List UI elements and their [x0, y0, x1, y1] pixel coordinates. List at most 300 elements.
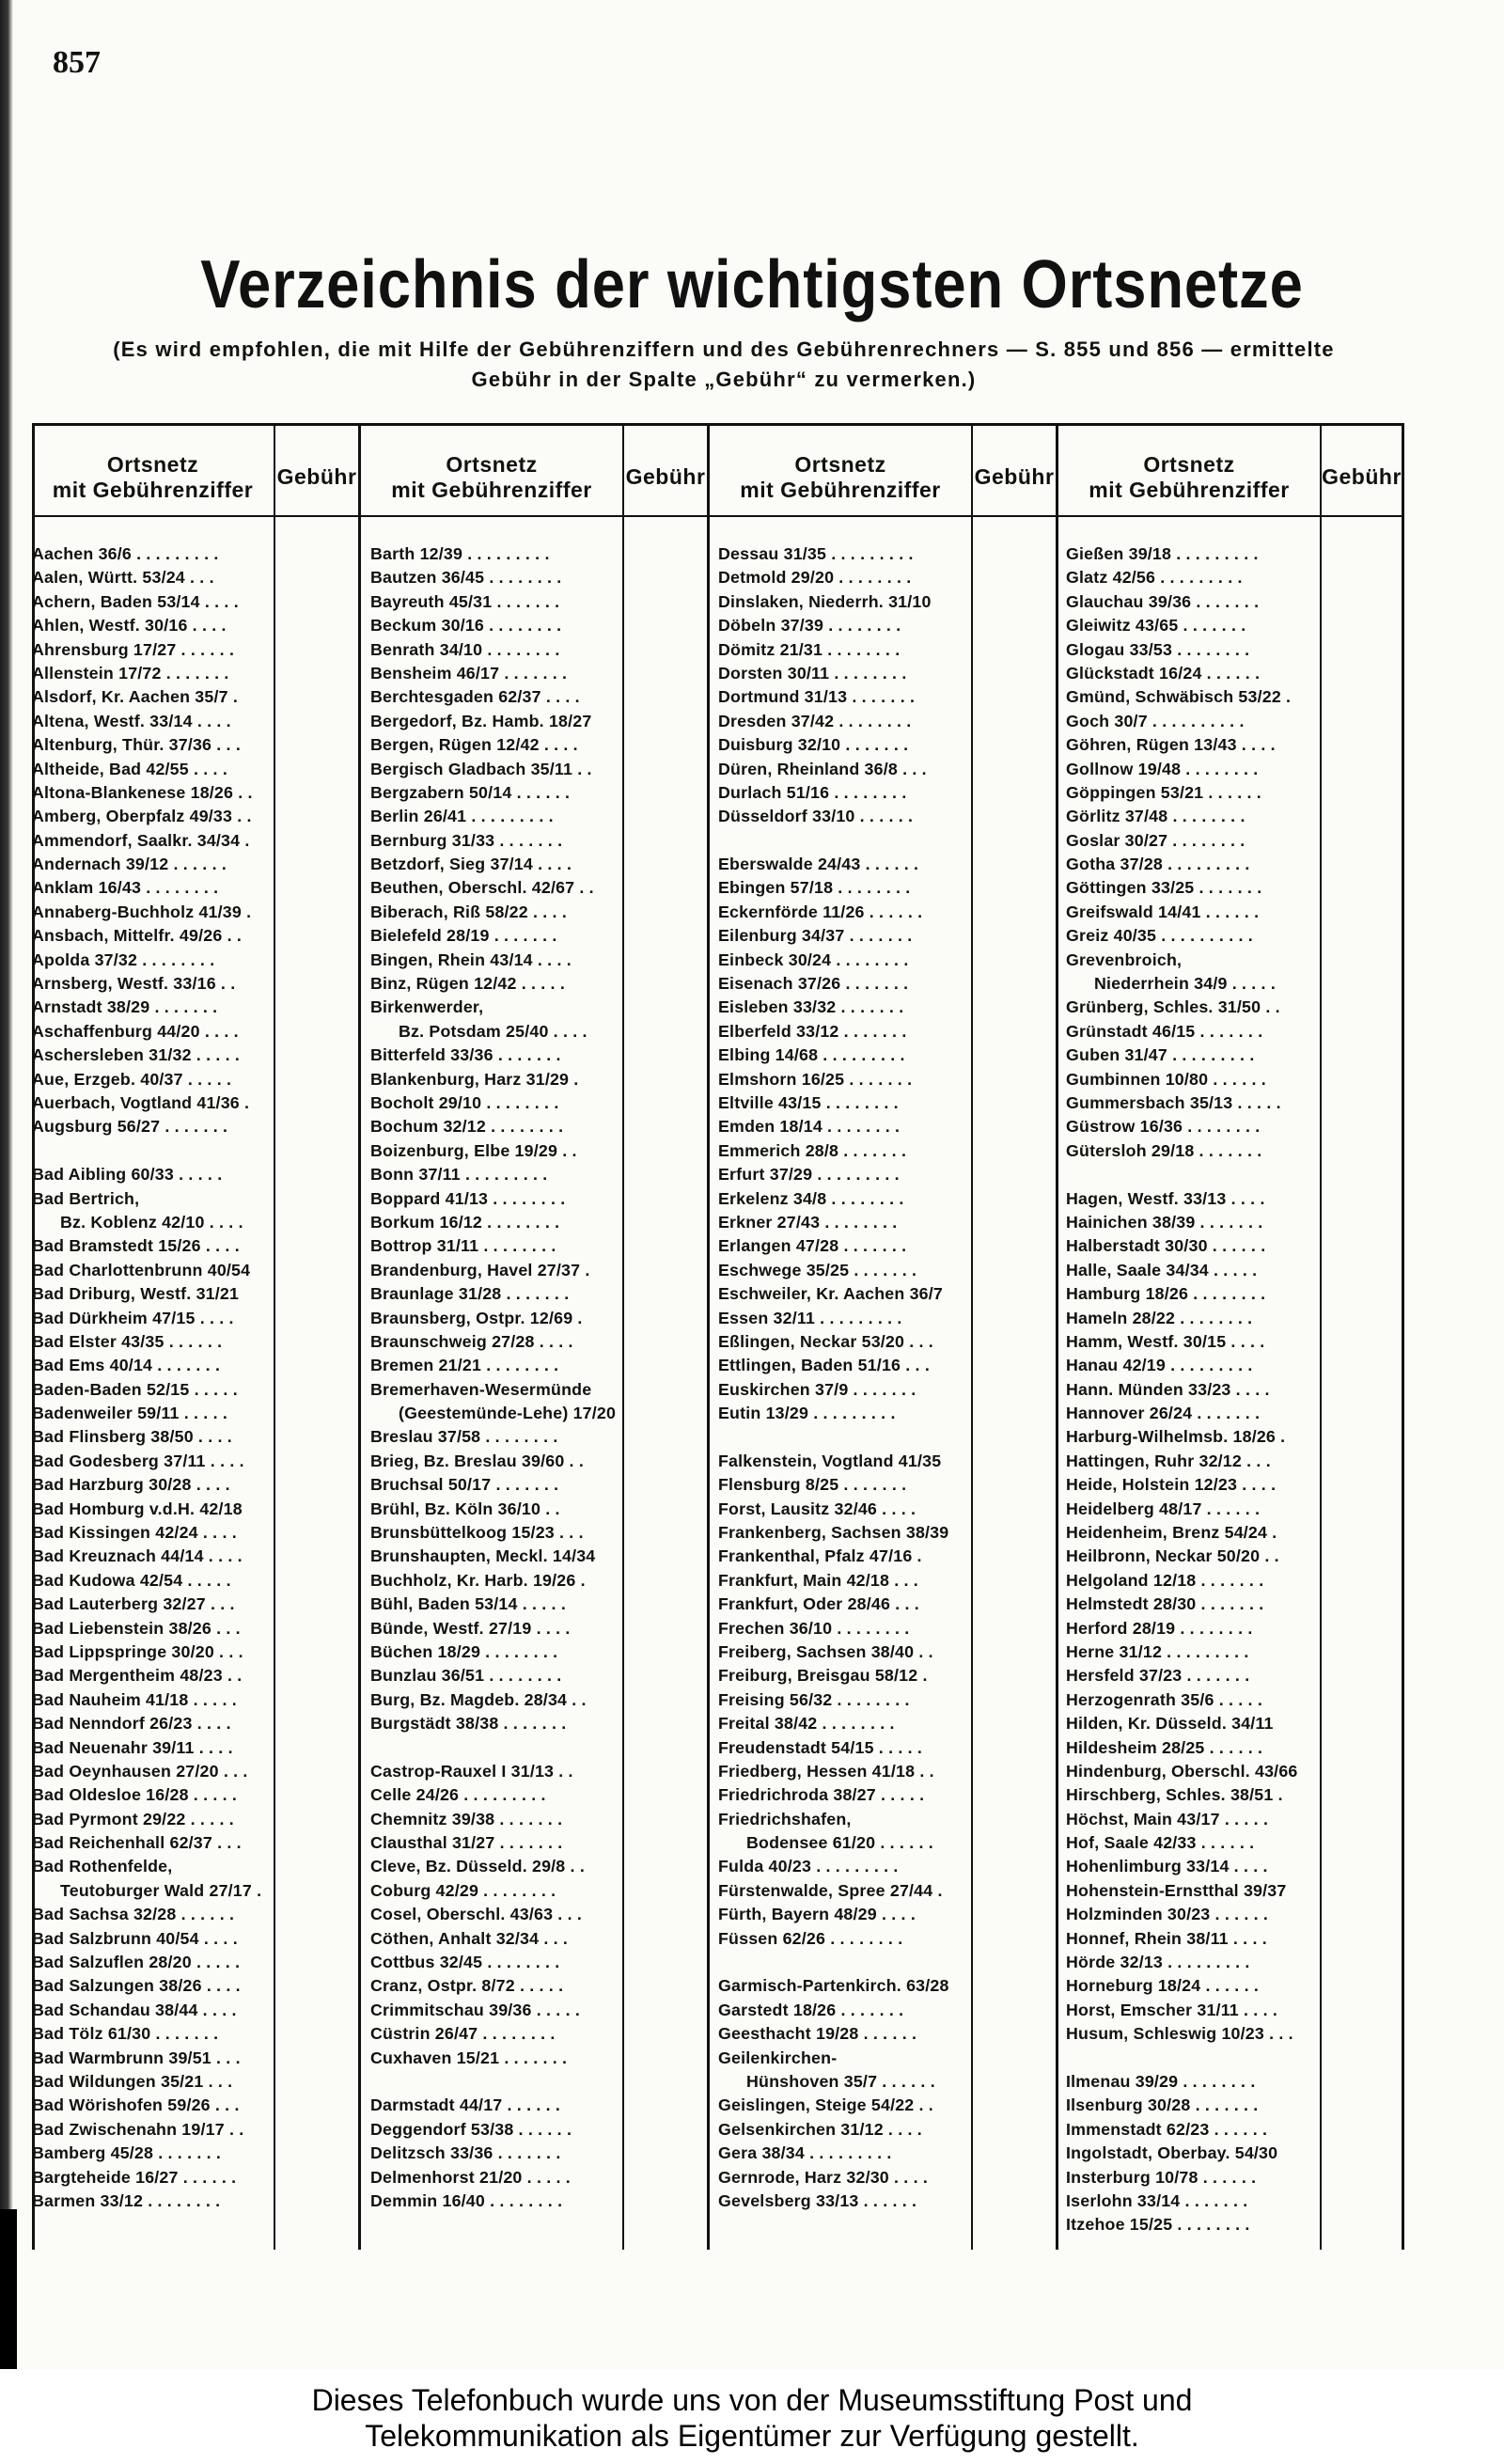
ortsnetz-entry: Heilbronn, Neckar 50/20 . .: [1066, 1546, 1279, 1566]
ortsnetz-entry: Friedrichroda 38/27 . . . . .: [718, 1785, 925, 1805]
ortsnetz-entry: Fürth, Bayern 48/29 . . . .: [718, 1905, 916, 1924]
ortsnetz-entry: Bad Dürkheim 47/15 . . . .: [32, 1308, 234, 1327]
ortsnetz-entry: Bad Oldesloe 16/28 . . . . .: [32, 1785, 238, 1805]
ortsnetz-entry: Badenweiler 59/11 . . . . .: [32, 1404, 228, 1423]
ortsnetz-entry: Immenstadt 62/23 . . . . . .: [1066, 2119, 1268, 2139]
ortsnetz-entry: Bergisch Gladbach 35/11 . .: [370, 759, 592, 778]
footer-line-1: Dieses Telefonbuch wurde uns von der Museumsstiftung Post und: [311, 2383, 1193, 2417]
ortsnetz-entry: Guben 31/47 . . . . . . . . .: [1066, 1045, 1255, 1065]
ortsnetz-entry: Hagen, Westf. 33/13 . . . .: [1066, 1188, 1265, 1208]
ortsnetz-entry: Bad Sachsa 32/28 . . . . . .: [32, 1905, 235, 1924]
ortsnetz-entry: Hainichen 38/39 . . . . . . .: [1066, 1212, 1263, 1232]
ortsnetz-entry: Halle, Saale 34/34 . . . . .: [1066, 1260, 1258, 1279]
ortsnetz-entry: Eberswalde 24/43 . . . . . .: [718, 855, 919, 874]
ortsnetz-entry: Bad Godesberg 37/11 . . . .: [32, 1451, 244, 1470]
ortsnetz-entry: Amberg, Oberpfalz 49/33 . .: [32, 807, 252, 826]
ortsnetz-entry: Beuthen, Oberschl. 42/67 . .: [370, 878, 594, 898]
ortsnetz-entry: Bz. Potsdam 25/40 . . . .: [399, 1021, 588, 1041]
ortsnetz-entry: Arnstadt 38/29 . . . . . . .: [32, 997, 218, 1017]
section-gap: [718, 1427, 969, 1451]
ortsnetz-entry: Gleiwitz 43/65 . . . . . . .: [1066, 616, 1246, 636]
ortsnetz-entry: Bad Homburg v.d.H. 42/18: [32, 1499, 243, 1518]
ortsnetz-entry: Dorsten 30/11 . . . . . . . .: [718, 663, 907, 683]
ortsnetz-entry: Bautzen 36/45 . . . . . . . .: [370, 568, 562, 588]
ortsnetz-entry: Büchen 18/29 . . . . . . . .: [370, 1641, 558, 1661]
ortsnetz-entry: Hildesheim 28/25 . . . . . .: [1066, 1737, 1263, 1757]
ortsnetz-entry: Bensheim 46/17 . . . . . . .: [370, 663, 568, 683]
header-gebuehr-label: Gebühr: [276, 464, 357, 489]
ortsnetz-entry: Dinslaken, Niederrh. 31/10: [718, 591, 932, 611]
ortsnetz-entry: Bünde, Westf. 27/19 . . . .: [370, 1618, 571, 1638]
ortsnetz-entry: Bad Nauheim 41/18 . . . . .: [32, 1689, 237, 1709]
ortsnetz-entry: Eschwege 35/25 . . . . . . .: [718, 1260, 917, 1279]
ortsnetz-entry: Bad Aibling 60/33 . . . . .: [32, 1165, 223, 1185]
ortsnetz-entry: Geislingen, Steige 54/22 . .: [718, 2095, 933, 2115]
ortsnetz-entry: Dömitz 21/31 . . . . . . . .: [718, 639, 901, 659]
ortsnetz-entry: Altheide, Bad 42/55 . . . .: [32, 759, 227, 778]
ortsnetz-entry: Helmstedt 28/30 . . . . . . .: [1066, 1594, 1264, 1614]
ortsnetz-entry: Ebingen 57/18 . . . . . . . .: [718, 878, 911, 898]
ortsnetz-entry: Duisburg 32/10 . . . . . . .: [718, 735, 909, 755]
ortsnetz-entry: Gießen 39/18 . . . . . . . . .: [1066, 544, 1259, 563]
ortsnetz-entry: Darmstadt 44/17 . . . . . .: [370, 2095, 561, 2115]
section-gap: [1066, 1165, 1318, 1188]
ortsnetz-entry: Bayreuth 45/31 . . . . . . .: [370, 591, 560, 611]
ortsnetz-entry: Brieg, Bz. Breslau 39/60 . .: [370, 1451, 584, 1470]
ortsnetz-entry: Gotha 37/28 . . . . . . . . .: [1066, 855, 1250, 874]
header-gebuehr-label: Gebühr: [625, 464, 706, 489]
header-gebuehr: [624, 464, 707, 490]
ortsnetz-entry: Goslar 30/27 . . . . . . . .: [1066, 830, 1246, 850]
ortsnetz-entry: Bochum 32/12 . . . . . . . .: [370, 1117, 564, 1137]
header-ortsnetz-line2: mit Gebührenziffer: [391, 478, 592, 502]
ortsnetz-entry: Hann. Münden 33/23 . . . .: [1066, 1379, 1270, 1399]
ortsnetz-entry: Hanau 42/19 . . . . . . . . .: [1066, 1356, 1253, 1375]
ortsnetz-entry: Aue, Erzgeb. 40/37 . . . . .: [32, 1069, 232, 1089]
ortsnetz-entry: Bad Schandau 38/44 . . . .: [32, 2000, 237, 2019]
ortsnetz-entry: Ammendorf, Saalkr. 34/34 .: [32, 830, 250, 850]
ortsnetz-entry: Bodensee 61/20 . . . . . .: [746, 1833, 933, 1853]
ortsnetz-entry: Erkner 27/43 . . . . . . . .: [718, 1212, 898, 1232]
ortsnetz-entry: Gevelsberg 33/13 . . . . . .: [718, 2190, 917, 2210]
ortsnetz-entry: Ettlingen, Baden 51/16 . . .: [718, 1356, 930, 1375]
ortsnetz-entry: Hamburg 18/26 . . . . . . . .: [1066, 1284, 1266, 1304]
ortsnetz-entry: Harburg-Wilhelmsb. 18/26 .: [1066, 1427, 1286, 1447]
header-ortsnetz-line2: mit Gebührenziffer: [52, 478, 254, 502]
ortsnetz-entry: Horst, Emscher 31/11 . . . .: [1066, 2000, 1278, 2019]
ortsnetz-entry: Altenburg, Thür. 37/36 . . .: [32, 735, 241, 755]
ortsnetz-entry: Bad Salzbrunn 40/54 . . . .: [32, 1928, 238, 1948]
ortsnetz-entry: Betzdorf, Sieg 37/14 . . . .: [370, 855, 572, 874]
ortsnetz-table: [32, 423, 1404, 2250]
ortsnetz-entry: Bad Salzuflen 28/20 . . . . .: [32, 1953, 241, 1972]
ortsnetz-entry: Bergedorf, Bz. Hamb. 18/27: [370, 711, 592, 730]
ortsnetz-entry: Bad Wildungen 35/21 . . .: [32, 2072, 233, 2091]
ortsnetz-entry: Bottrop 31/11 . . . . . . . .: [370, 1236, 556, 1256]
ortsnetz-entry: Ilmenau 39/29 . . . . . . . .: [1066, 2072, 1256, 2091]
ortsnetz-entry: Clausthal 31/27 . . . . . . .: [370, 1833, 563, 1853]
ortsnetz-entry: Herzogenrath 35/6 . . . . .: [1066, 1689, 1262, 1709]
ortsnetz-entry: Bad Liebenstein 38/26 . . .: [32, 1618, 241, 1638]
ortsnetz-entry: Bonn 37/11 . . . . . . . . .: [370, 1165, 548, 1185]
ortsnetz-entry: Hattingen, Ruhr 32/12 . . .: [1066, 1451, 1271, 1470]
ortsnetz-entry: Horneburg 18/24 . . . . . .: [1066, 1976, 1259, 1996]
column-divider: [971, 426, 973, 2250]
ortsnetz-entry: Essen 32/11 . . . . . . . . .: [718, 1308, 902, 1327]
ortsnetz-entry: Insterburg 10/78 . . . . . .: [1066, 2167, 1257, 2187]
ortsnetz-entry: Hersfeld 37/23 . . . . . . .: [1066, 1666, 1250, 1686]
column-divider: [358, 426, 361, 2250]
ortsnetz-entry: Frankenberg, Sachsen 38/39: [718, 1523, 949, 1543]
ortsnetz-entry: Aschaffenburg 44/20 . . . .: [32, 1021, 239, 1041]
ortsnetz-entry: Falkenstein, Vogtland 41/35: [718, 1451, 942, 1470]
ortsnetz-entry: Chemnitz 39/38 . . . . . . .: [370, 1809, 563, 1828]
ortsnetz-entry: Bz. Koblenz 42/10 . . . .: [60, 1212, 243, 1232]
ortsnetz-entry: Bingen, Rhein 43/14 . . . .: [370, 950, 572, 969]
ortsnetz-column-1: [32, 544, 272, 2215]
ortsnetz-entry: Beckum 30/16 . . . . . . . .: [370, 616, 562, 636]
ortsnetz-entry: Herford 28/19 . . . . . . . .: [1066, 1618, 1253, 1638]
ortsnetz-entry: Göppingen 53/21 . . . . . .: [1066, 782, 1261, 802]
ortsnetz-entry: Gummersbach 35/13 . . . . .: [1066, 1092, 1281, 1112]
ortsnetz-entry: Boppard 41/13 . . . . . . . .: [370, 1188, 566, 1208]
ortsnetz-entry: Bad Bertrich,: [32, 1188, 140, 1208]
ortsnetz-entry: Bamberg 45/28 . . . . . . .: [32, 2143, 222, 2163]
page-title: Verzeichnis der wichtigsten Ortsnetze: [200, 247, 1304, 322]
ortsnetz-entry: Hamm, Westf. 30/15 . . . .: [1066, 1331, 1265, 1351]
ortsnetz-entry: Bad Harzburg 30/28 . . . .: [32, 1475, 230, 1495]
header-ortsnetz-line2: mit Gebührenziffer: [1089, 478, 1290, 502]
ortsnetz-entry: Ansbach, Mittelfr. 49/26 . .: [32, 926, 242, 946]
ortsnetz-entry: Freiberg, Sachsen 38/40 . .: [718, 1641, 933, 1661]
ortsnetz-entry: Frankenthal, Pfalz 47/16 .: [718, 1546, 922, 1566]
ortsnetz-entry: Eisenach 37/26 . . . . . . .: [718, 974, 909, 994]
ortsnetz-entry: Bremerhaven-Wesermünde: [370, 1379, 592, 1399]
ortsnetz-entry: Bergzabern 50/14 . . . . . .: [370, 782, 571, 802]
ortsnetz-entry: Eschweiler, Kr. Aachen 36/7: [718, 1284, 943, 1304]
ortsnetz-entry: Birkenwerder,: [370, 997, 484, 1017]
ortsnetz-entry: Bad Wörishofen 59/26 . . .: [32, 2095, 240, 2115]
ortsnetz-entry: Eisleben 33/32 . . . . . . .: [718, 997, 904, 1017]
ortsnetz-entry: Cottbus 32/45 . . . . . . . .: [370, 1953, 560, 1972]
ortsnetz-entry: Grünstadt 46/15 . . . . . . .: [1066, 1021, 1263, 1041]
section-gap: [718, 1953, 969, 1976]
ortsnetz-entry: Goch 30/7 . . . . . . . . . .: [1066, 711, 1245, 730]
section-gap: [370, 1738, 620, 1762]
ortsnetz-entry: Hörde 32/13 . . . . . . . . .: [1066, 1953, 1250, 1972]
ortsnetz-entry: Bad Driburg, Westf. 31/21: [32, 1284, 240, 1304]
ortsnetz-entry: Auerbach, Vogtland 41/36 .: [32, 1092, 250, 1112]
ortsnetz-entry: Frankfurt, Main 42/18 . . .: [718, 1570, 918, 1590]
ortsnetz-entry: Breslau 37/58 . . . . . . . .: [370, 1427, 558, 1447]
ortsnetz-entry: Gumbinnen 10/80 . . . . . .: [1066, 1069, 1266, 1089]
ortsnetz-entry: Cöthen, Anhalt 32/34 . . .: [370, 1928, 569, 1948]
ortsnetz-entry: Honnef, Rhein 38/11 . . . .: [1066, 1928, 1267, 1948]
ortsnetz-entry: Biberach, Riß 58/22 . . . .: [370, 902, 567, 921]
ortsnetz-entry: Helgoland 12/18 . . . . . . .: [1066, 1570, 1264, 1590]
header-ortsnetz-line1: Ortsnetz: [794, 452, 886, 477]
ortsnetz-entry: Alsdorf, Kr. Aachen 35/7 .: [32, 687, 238, 707]
ortsnetz-entry: Brühl, Bz. Köln 36/10 . .: [370, 1499, 560, 1518]
ortsnetz-entry: Hameln 28/22 . . . . . . . .: [1066, 1308, 1253, 1327]
ortsnetz-entry: Gera 38/34 . . . . . . . . .: [718, 2143, 892, 2163]
ortsnetz-entry: Holzminden 30/23 . . . . . .: [1066, 1905, 1269, 1924]
section-gap: [370, 2072, 620, 2095]
ortsnetz-entry: Andernach 39/12 . . . . . .: [32, 855, 227, 874]
ortsnetz-entry: Bad Elster 43/35 . . . . . .: [32, 1331, 223, 1351]
ortsnetz-entry: Apolda 37/32 . . . . . . . .: [32, 950, 215, 969]
ortsnetz-entry: Bad Tölz 61/30 . . . . . . .: [32, 2024, 219, 2044]
ortsnetz-entry: Berchtesgaden 62/37 . . . .: [370, 687, 580, 707]
ortsnetz-entry: Bad Salzungen 38/26 . . . .: [32, 1976, 241, 1996]
ortsnetz-entry: Bad Nenndorf 26/23 . . . .: [32, 1714, 231, 1734]
ortsnetz-entry: Bergen, Rügen 12/42 . . . .: [370, 735, 578, 755]
ortsnetz-entry: Blankenburg, Harz 31/29 .: [370, 1069, 579, 1089]
ortsnetz-entry: Halberstadt 30/30 . . . . . .: [1066, 1236, 1266, 1256]
ortsnetz-entry: Heidenheim, Brenz 54/24 .: [1066, 1523, 1277, 1543]
section-gap: [718, 831, 969, 855]
header-ortsnetz-line1: Ortsnetz: [1143, 452, 1235, 477]
header-ortsnetz: [32, 452, 274, 503]
header-gebuehr-label: Gebühr: [1322, 464, 1402, 489]
ortsnetz-entry: Altona-Blankenese 18/26 . .: [32, 782, 253, 802]
ortsnetz-entry: Bad Mergentheim 48/23 . .: [32, 1666, 243, 1686]
ortsnetz-entry: Freising 56/32 . . . . . . . .: [718, 1689, 910, 1709]
ortsnetz-entry: Fulda 40/23 . . . . . . . . .: [718, 1857, 899, 1876]
ortsnetz-entry: Grünberg, Schles. 31/50 . .: [1066, 997, 1280, 1017]
ortsnetz-entry: Höchst, Main 43/17 . . . . .: [1066, 1809, 1269, 1828]
header-gebuehr: [275, 464, 358, 490]
ortsnetz-entry: Brandenburg, Havel 27/37 .: [370, 1260, 590, 1279]
ortsnetz-entry: Braunschweig 27/28 . . . .: [370, 1331, 573, 1351]
ortsnetz-entry: Crimmitschau 39/36 . . . . .: [370, 2000, 581, 2019]
ortsnetz-entry: Burg, Bz. Magdeb. 28/34 . .: [370, 1689, 587, 1709]
ortsnetz-entry: Düsseldorf 33/10 . . . . . .: [718, 807, 914, 826]
ortsnetz-entry: Greiz 40/35 . . . . . . . . . .: [1066, 926, 1253, 946]
ortsnetz-entry: Bad Kreuznach 44/14 . . . .: [32, 1546, 243, 1566]
ortsnetz-entry: Bad Pyrmont 29/22 . . . . .: [32, 1809, 234, 1828]
ortsnetz-entry: Bitterfeld 33/36 . . . . . . .: [370, 1045, 561, 1065]
ortsnetz-entry: Celle 24/26 . . . . . . . . .: [370, 1785, 546, 1805]
ortsnetz-entry: Göttingen 33/25 . . . . . . .: [1066, 878, 1262, 898]
ortsnetz-entry: Göhren, Rügen 13/43 . . . .: [1066, 735, 1276, 755]
ortsnetz-entry: Düren, Rheinland 36/8 . . .: [718, 759, 927, 778]
ortsnetz-entry: Bad Zwischenahn 19/17 . .: [32, 2119, 244, 2139]
ortsnetz-entry: Altena, Westf. 33/14 . . . .: [32, 711, 231, 730]
ortsnetz-entry: Bad Reichenhall 62/37 . . .: [32, 1833, 242, 1853]
ortsnetz-entry: Forst, Lausitz 32/46 . . . .: [718, 1499, 916, 1518]
ortsnetz-entry: Bernburg 31/33 . . . . . . .: [370, 830, 563, 850]
header-gebuehr: [1322, 464, 1402, 490]
ortsnetz-entry: Gmünd, Schwäbisch 53/22 .: [1066, 687, 1292, 707]
column-divider: [1320, 426, 1322, 2250]
ortsnetz-entry: Ahlen, Westf. 30/16 . . . .: [32, 616, 227, 636]
ortsnetz-entry: Flensburg 8/25 . . . . . . .: [718, 1475, 907, 1495]
page-subtitle: (Es wird empfohlen, die mit Hilfe der Gebührenziffern und des Gebührenrechners — S. 855 und 856 — ermittelte Gebühr in der Spalte „Gebühr“ zu vermerken.): [113, 337, 1335, 391]
ortsnetz-entry: Bad Warmbrunn 39/51 . . .: [32, 2048, 241, 2067]
scan-edge-mark: [0, 2209, 17, 2369]
ortsnetz-entry: Bad Flinsberg 38/50 . . . .: [32, 1427, 232, 1447]
ortsnetz-entry: Augsburg 56/27 . . . . . . .: [32, 1117, 228, 1137]
ortsnetz-entry: Binz, Rügen 12/42 . . . . .: [370, 974, 565, 994]
ortsnetz-entry: Glückstadt 16/24 . . . . . .: [1066, 663, 1261, 683]
ortsnetz-entry: Bad Lippspringe 30/20 . . .: [32, 1641, 243, 1661]
ortsnetz-entry: Freiburg, Breisgau 58/12 .: [718, 1666, 928, 1686]
header-gebuehr: [973, 464, 1056, 490]
ortsnetz-entry: Bad Lauterberg 32/27 . . .: [32, 1594, 235, 1614]
ortsnetz-entry: Demmin 16/40 . . . . . . . .: [370, 2190, 563, 2210]
ortsnetz-entry: Arnsberg, Westf. 33/16 . .: [32, 974, 236, 994]
ortsnetz-entry: Fürstenwalde, Spree 27/44 .: [718, 1880, 943, 1900]
ortsnetz-column-2: [370, 544, 620, 2215]
ortsnetz-entry: Glogau 33/53 . . . . . . . .: [1066, 639, 1250, 659]
ortsnetz-column-3: [718, 544, 969, 2215]
ortsnetz-entry: Braunsberg, Ostpr. 12/69 .: [370, 1308, 583, 1327]
ortsnetz-entry: Bocholt 29/10 . . . . . . . .: [370, 1092, 559, 1112]
ortsnetz-entry: Gelsenkirchen 31/12 . . . .: [718, 2119, 922, 2139]
ortsnetz-entry: Eckernförde 11/26 . . . . . .: [718, 902, 923, 921]
ortsnetz-entry: Durlach 51/16 . . . . . . . .: [718, 782, 907, 802]
ortsnetz-column-4: [1066, 544, 1318, 2239]
ortsnetz-entry: Garstedt 18/26 . . . . . . .: [718, 2000, 904, 2019]
ortsnetz-entry: Bunzlau 36/51 . . . . . . . .: [370, 1666, 562, 1686]
ortsnetz-entry: Güstrow 16/36 . . . . . . . .: [1066, 1117, 1261, 1137]
ortsnetz-entry: Bad Charlottenbrunn 40/54: [32, 1260, 251, 1279]
ortsnetz-entry: Gollnow 19/48 . . . . . . . .: [1066, 759, 1259, 778]
column-divider: [622, 426, 624, 2250]
ortsnetz-entry: Berlin 26/41 . . . . . . . . .: [370, 807, 554, 826]
ortsnetz-entry: Füssen 62/26 . . . . . . . .: [718, 1928, 903, 1948]
ortsnetz-entry: Bruchsal 50/17 . . . . . . .: [370, 1475, 559, 1495]
footer-notice: [0, 2369, 1504, 2464]
header-rule: [32, 515, 1404, 517]
column-divider: [274, 426, 275, 2250]
ortsnetz-entry: Greifswald 14/41 . . . . . .: [1066, 902, 1260, 921]
ortsnetz-entry: Cuxhaven 15/21 . . . . . . .: [370, 2048, 568, 2067]
ortsnetz-entry: Aalen, Württ. 53/24 . . .: [32, 568, 214, 588]
ortsnetz-entry: Eutin 13/29 . . . . . . . . .: [718, 1404, 896, 1423]
ortsnetz-entry: Ingolstadt, Oberbay. 54/30: [1066, 2143, 1278, 2163]
ortsnetz-entry: Baden-Baden 52/15 . . . . .: [32, 1379, 238, 1399]
ortsnetz-entry: Ahrensburg 17/27 . . . . . .: [32, 639, 235, 659]
ortsnetz-entry: Elbing 14/68 . . . . . . . . .: [718, 1045, 905, 1065]
ortsnetz-entry: Friedberg, Hessen 41/18 . .: [718, 1761, 934, 1781]
ortsnetz-entry: Boizenburg, Elbe 19/29 . .: [370, 1140, 577, 1160]
ortsnetz-entry: Glauchau 39/36 . . . . . . .: [1066, 591, 1260, 611]
ortsnetz-entry: Brunsbüttelkoog 15/23 . . .: [370, 1523, 584, 1543]
ortsnetz-entry: Cüstrin 26/47 . . . . . . . .: [370, 2024, 556, 2044]
ortsnetz-entry: Einbeck 30/24 . . . . . . . .: [718, 950, 909, 969]
ortsnetz-entry: Elmshorn 16/25 . . . . . . .: [718, 1069, 913, 1089]
ortsnetz-entry: Hof, Saale 42/33 . . . . . .: [1066, 1833, 1255, 1853]
ortsnetz-entry: Bad Oeynhausen 27/20 . . .: [32, 1761, 248, 1781]
ortsnetz-entry: Erlangen 47/28 . . . . . . .: [718, 1236, 907, 1256]
ortsnetz-entry: Erkelenz 34/8 . . . . . . . .: [718, 1188, 904, 1208]
ortsnetz-entry: Gütersloh 29/18 . . . . . . .: [1066, 1140, 1262, 1160]
ortsnetz-entry: Grevenbroich,: [1066, 950, 1183, 969]
ortsnetz-entry: Barth 12/39 . . . . . . . . .: [370, 544, 550, 563]
ortsnetz-entry: Benrath 34/10 . . . . . . . .: [370, 639, 560, 659]
ortsnetz-entry: Castrop-Rauxel I 31/13 . .: [370, 1761, 573, 1781]
column-divider: [707, 426, 710, 2250]
ortsnetz-entry: Herne 31/12 . . . . . . . . .: [1066, 1641, 1249, 1661]
ortsnetz-entry: Friedrichshafen,: [718, 1809, 852, 1828]
ortsnetz-entry: Ilsenburg 30/28 . . . . . . .: [1066, 2095, 1259, 2115]
header-ortsnetz: [710, 452, 971, 503]
ortsnetz-entry: Niederrhein 34/9 . . . . .: [1094, 974, 1276, 994]
ortsnetz-entry: Burgstädt 38/38 . . . . . . .: [370, 1714, 567, 1734]
ortsnetz-entry: (Geestemünde-Lehe) 17/20: [399, 1404, 617, 1423]
ortsnetz-entry: Glatz 42/56 . . . . . . . . .: [1066, 568, 1243, 588]
ortsnetz-entry: Anklam 16/43 . . . . . . . .: [32, 878, 219, 898]
header-gebuehr-label: Gebühr: [974, 464, 1055, 489]
ortsnetz-entry: Emmerich 28/8 . . . . . . .: [718, 1140, 907, 1160]
page-number: 857: [53, 45, 101, 80]
ortsnetz-entry: Bad Ems 40/14 . . . . . . .: [32, 1356, 221, 1375]
header-ortsnetz-line1: Ortsnetz: [106, 452, 199, 477]
ortsnetz-entry: Elberfeld 33/12 . . . . . . .: [718, 1021, 907, 1041]
header-ortsnetz: [361, 452, 622, 503]
ortsnetz-entry: Cranz, Ostpr. 8/72 . . . . .: [370, 1976, 564, 1996]
ortsnetz-entry: Bad Rothenfelde,: [32, 1857, 173, 1876]
ortsnetz-entry: Frankfurt, Oder 28/46 . . .: [718, 1594, 919, 1614]
ortsnetz-entry: Cosel, Oberschl. 43/63 . . .: [370, 1905, 583, 1924]
ortsnetz-entry: Teutoburger Wald 27/17 .: [60, 1880, 262, 1900]
ortsnetz-entry: Eltville 43/15 . . . . . . . .: [718, 1092, 899, 1112]
ortsnetz-entry: Borkum 16/12 . . . . . . . .: [370, 1212, 560, 1232]
ortsnetz-entry: Dresden 37/42 . . . . . . . .: [718, 711, 912, 730]
ortsnetz-entry: Bad Neuenahr 39/11 . . . .: [32, 1737, 233, 1757]
section-gap: [1066, 2048, 1318, 2072]
ortsnetz-entry: Barmen 33/12 . . . . . . . .: [32, 2190, 221, 2210]
ortsnetz-entry: Gernrode, Harz 32/30 . . . .: [718, 2167, 929, 2187]
header-ortsnetz-line2: mit Gebührenziffer: [740, 478, 941, 502]
ortsnetz-entry: Geesthacht 19/28 . . . . . .: [718, 2024, 917, 2044]
ortsnetz-entry: Hirschberg, Schles. 38/51 .: [1066, 1785, 1283, 1805]
ortsnetz-entry: Hindenburg, Oberschl. 43/66: [1066, 1761, 1298, 1781]
header-ortsnetz: [1058, 452, 1320, 503]
ortsnetz-entry: Annaberg-Buchholz 41/39 .: [32, 902, 252, 921]
table-right-border: [1402, 426, 1404, 2250]
ortsnetz-entry: Frechen 36/10 . . . . . . . .: [718, 1618, 910, 1638]
ortsnetz-entry: Geilenkirchen-: [718, 2048, 838, 2067]
ortsnetz-entry: Iserlohn 33/14 . . . . . . .: [1066, 2190, 1248, 2210]
ortsnetz-entry: Deggendorf 53/38 . . . . . .: [370, 2119, 572, 2139]
ortsnetz-entry: Bad Kudowa 42/54 . . . . .: [32, 1570, 231, 1590]
ortsnetz-entry: Euskirchen 37/9 . . . . . . .: [718, 1379, 916, 1399]
ortsnetz-entry: Dessau 31/35 . . . . . . . . .: [718, 544, 914, 563]
column-divider: [1056, 426, 1058, 2250]
ortsnetz-entry: Dortmund 31/13 . . . . . . .: [718, 687, 916, 707]
ortsnetz-entry: Eilenburg 34/37 . . . . . . .: [718, 926, 913, 946]
ortsnetz-entry: Aachen 36/6 . . . . . . . . .: [32, 544, 219, 563]
ortsnetz-entry: Braunlage 31/28 . . . . . . .: [370, 1284, 570, 1304]
ortsnetz-entry: Brunshaupten, Meckl. 14/34: [370, 1546, 596, 1566]
ortsnetz-entry: Bühl, Baden 53/14 . . . . .: [370, 1594, 566, 1614]
ortsnetz-entry: Hohenstein-Ernstthal 39/37: [1066, 1880, 1287, 1900]
ortsnetz-entry: Hannover 26/24 . . . . . . .: [1066, 1404, 1261, 1423]
ortsnetz-entry: Hünshoven 35/7 . . . . . .: [746, 2072, 935, 2091]
ortsnetz-entry: Bad Bramstedt 15/26 . . . .: [32, 1236, 240, 1256]
ortsnetz-entry: Cleve, Bz. Düsseld. 29/8 . .: [370, 1857, 585, 1876]
ortsnetz-entry: Achern, Baden 53/14 . . . .: [32, 591, 239, 611]
ortsnetz-entry: Aschersleben 31/32 . . . . .: [32, 1045, 241, 1065]
ortsnetz-entry: Hilden, Kr. Düsseld. 34/11: [1066, 1714, 1274, 1734]
ortsnetz-entry: Garmisch-Partenkirch. 63/28: [718, 1976, 949, 1996]
ortsnetz-entry: Bielefeld 28/19 . . . . . . .: [370, 926, 557, 946]
scan-left-edge: [0, 0, 13, 2369]
ortsnetz-entry: Husum, Schleswig 10/23 . . .: [1066, 2024, 1293, 2044]
